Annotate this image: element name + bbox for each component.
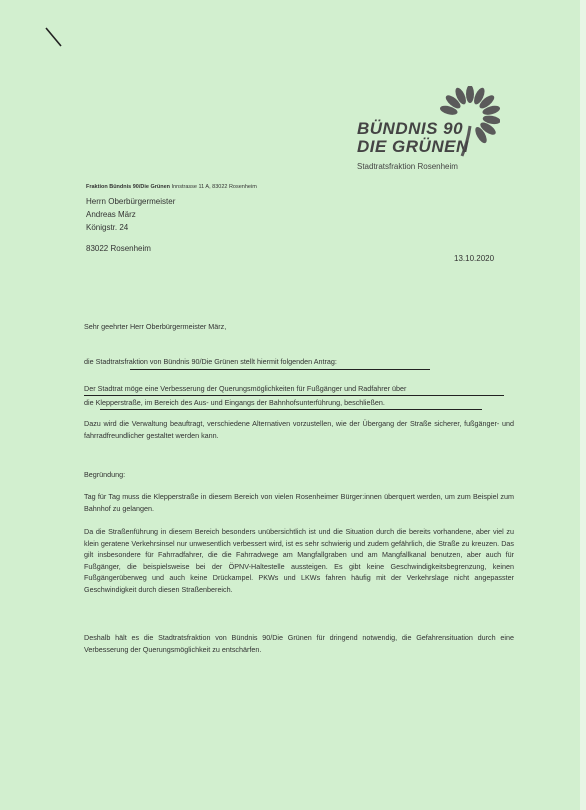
sender-address: Innstrasse 11 A, 83022 Rosenheim [171, 184, 257, 190]
sender-name: Fraktion Bündnis 90/Die Grünen [86, 184, 171, 190]
page-edge [580, 0, 586, 810]
motion-underline2 [100, 409, 482, 410]
recipient-line3: Königstr. 24 [86, 223, 129, 232]
reason-heading: Begründung: [84, 470, 126, 479]
logo-text-line1: BÜNDNIS 90 [357, 119, 464, 138]
recipient-city: 83022 Rosenheim [86, 244, 151, 253]
letter-date: 13.10.2020 [454, 254, 495, 263]
motion-line1: Der Stadtrat möge eine Verbesserung der Querungsmöglichkeiten für Fußgänger und Radfahrer über [84, 384, 407, 393]
reason-paragraph-1: Tag für Tag muss die Klepperstraße in diesem Bereich von vielen Rosenheimer Bürger:innen überquert werden, um zum Beispiel zum Bahnhof zu gelangen. [84, 492, 514, 513]
intro-underline [130, 369, 430, 370]
motion-line2: die Klepperstraße, im Bereich des Aus- und Eingangs der Bahnhofsunterführung, beschließen. [84, 398, 385, 407]
task-paragraph: Dazu wird die Verwaltung beauftragt, verschiedene Alternativen vorzustellen, wie der Übergang der Straße sicherer, fußgänger- und fahrradfreundlicher gestaltet werden kann. [84, 419, 514, 440]
recipient-line2: Andreas März [86, 210, 136, 219]
logo-text-line2: DIE GRÜNEN [357, 137, 469, 156]
sender-line [86, 184, 257, 190]
pen-stroke-mark [44, 26, 64, 48]
logo-subtitle: Stadtratsfraktion Rosenheim [357, 162, 458, 171]
intro-sentence: die Stadtratsfraktion von Bündnis 90/Die Grünen stellt hiermit folgenden Antrag: [84, 357, 337, 366]
reason-paragraph-3: Deshalb hält es die Stadtratsfraktion von Bündnis 90/Die Grünen für dringend notwendig, die Gefahrensituation durch eine Verbesserung der Querungsmöglichkeit zu entschärfen. [84, 633, 514, 654]
salutation: Sehr geehrter Herr Oberbürgermeister März, [84, 322, 227, 331]
reason-paragraph-2: Da die Straßenführung in diesem Bereich besonders unübersichtlich ist und die Situation durch die bereits vorhandene, aber viel zu klein geratene Verkehrsinsel nur unwesentlich verbessert wird, ist es sehr schwierig und zudem gefährlich, die Straße zu kreuzen. Das gilt insbesondere für Fahrradfahrer, die die Fahrradwege am Mangfallgraben und am Mangfallkanal benutzen, aber auch für Fußgänger, die beispielsweise bei der ÖPNV-Haltestelle aussteigen. Es gibt keine Geschwindigkeitsbegrenzung, keinen Fußgängerüberweg und auch keine Drückampel. PKWs und LKWs fahren häufig mit der Verkehrslage nicht angepasster Geschwindigkeit durch diesen Straßenbereich. [84, 527, 514, 594]
motion-underline1 [84, 395, 504, 396]
recipient-line1: Herrn Oberbürgermeister [86, 197, 176, 206]
